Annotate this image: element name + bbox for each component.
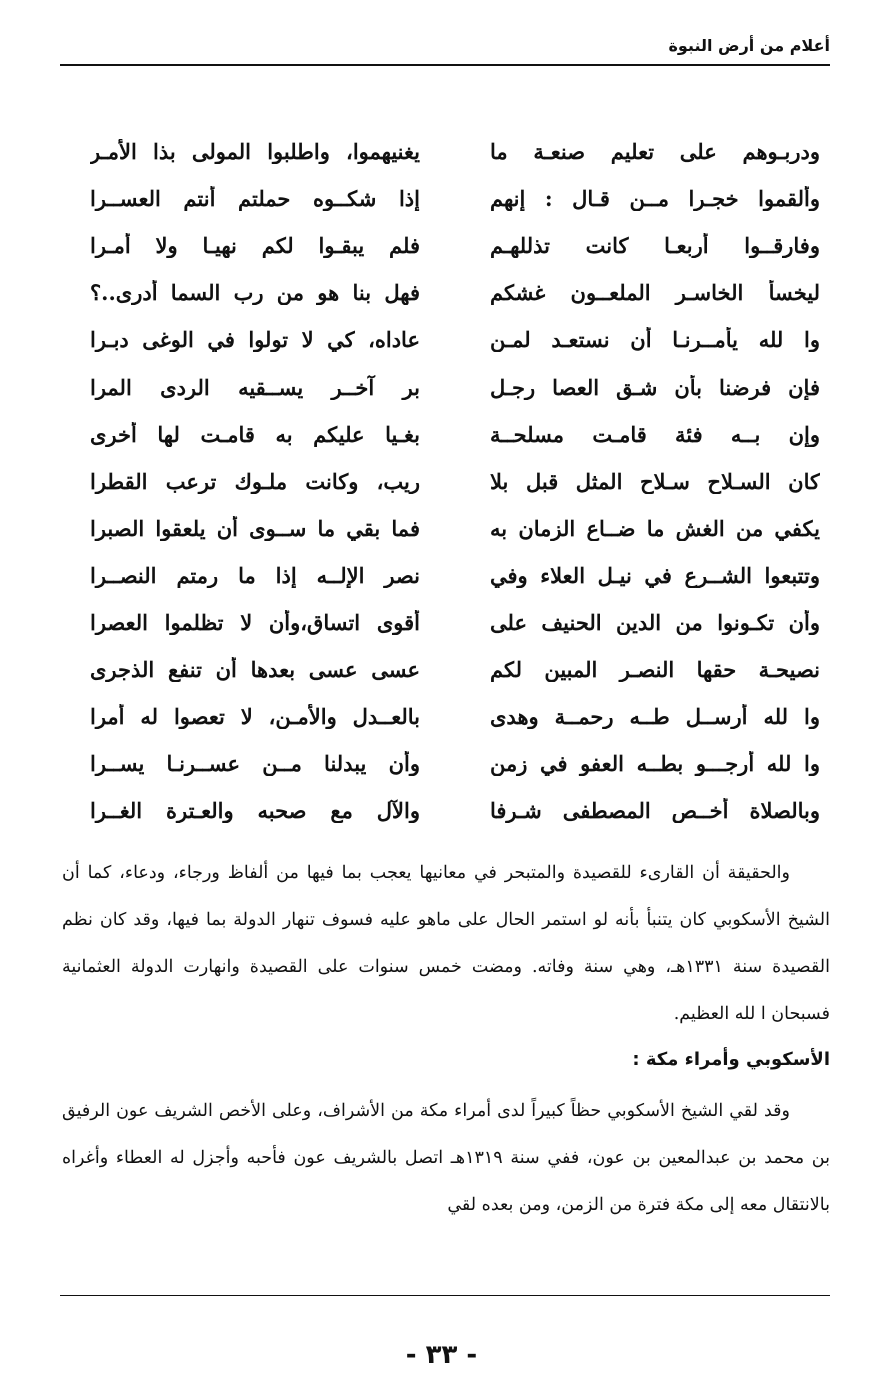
verse-second-hemistich: بالعــدل والأمـن، لا تعصوا له أمرا <box>90 704 420 730</box>
poem-verse <box>90 458 820 505</box>
paragraph-line: الشريف عون الرفيق بن محمد بن عبدالمعين بن عون، ففي سنة ١٣١٩هـ اتصل بالشريف <box>62 1101 830 1168</box>
poem <box>90 128 820 834</box>
paragraph-line: خمس سنوات على القصيدة وانهارت الدولة العثمانية فسبحان ا لله العظيم. <box>62 957 830 1024</box>
poem-verse <box>90 505 820 552</box>
paragraph-line: عون فأحبه وأجزل له العطاء وأغراه بالانتقال معه إلى مكة فترة من الزمن، ومن بعده لقي <box>62 1148 830 1215</box>
paragraph-line: تنهار الدولة بما فيها، وقد كان نظم القصيدة سنة ١٣٣١هـ، وهي سنة وفاته. ومضت <box>62 910 831 977</box>
running-header: أعلام من أرض النبوة <box>668 36 830 55</box>
verse-first-hemistich: وإن بــه فئة قامـت مسلحــة <box>490 421 820 447</box>
verse-first-hemistich: نصيحـة حقها النصـر المبين لكم <box>490 657 820 683</box>
poem-verse <box>90 552 820 599</box>
verse-second-hemistich: أقوى اتساق،وأن لا تظلموا العصرا <box>90 609 420 635</box>
section-heading: الأسكوبي وأمراء مكة : <box>632 1049 830 1070</box>
poem-verse <box>90 740 820 787</box>
poem-verse <box>90 269 820 316</box>
verse-first-hemistich: وأن تكـونوا من الدين الحنيف على <box>490 609 820 635</box>
verse-second-hemistich: عاداه، كي لا تولوا في الوغى دبـرا <box>90 327 420 353</box>
verse-first-hemistich: وألقموا خجـرا مــن قـال : إنهم <box>490 186 820 212</box>
poem-verse <box>90 222 820 269</box>
verse-first-hemistich: فإن فرضنا بأن شـق العصا رجـل <box>490 374 820 400</box>
verse-first-hemistich: ليخسأ الخاسـر الملعــون غشكم <box>490 280 820 306</box>
verse-second-hemistich: وأن يبدلنا مــن عســرنـا يســرا <box>90 751 420 777</box>
verse-second-hemistich: عسى عسى بعدها أن تنفع الذجرى <box>90 657 420 683</box>
verse-first-hemistich: ودربـوهم على تعليم صنعـة ما <box>490 139 820 165</box>
verse-first-hemistich: وفارقــوا أربعـا كانت تذللهـم <box>490 233 820 259</box>
verse-first-hemistich: يكفي من الغش ما ضــاع الزمان به <box>490 515 820 541</box>
verse-second-hemistich: نصر الإلــه إذا ما رمتم النصــرا <box>90 562 420 588</box>
poem-verse <box>90 693 820 740</box>
verse-second-hemistich: فلم يبقـوا لكم نهيـا ولا أمـرا <box>90 233 420 259</box>
verse-first-hemistich: كان السـلاح سـلاح المثل قبل بلا <box>490 468 820 494</box>
verse-first-hemistich: وبالصلاة أخــص المصطفى شـرفا <box>490 798 820 824</box>
poem-verse <box>90 316 820 363</box>
paragraph-line: والحقيقة أن القارىء للقصيدة والمتبحر في معانيها يعجب بما فيها من ألفاظ ورجاء، <box>172 863 790 883</box>
paragraph-1 <box>62 850 830 1038</box>
verse-second-hemistich: بر آخــر يســقيه الردى المرا <box>90 374 420 400</box>
verse-second-hemistich: يغنيهموا، واطلبوا المولى بذا الأمـر <box>90 139 420 165</box>
verse-second-hemistich: بغـيا عليكم به قامـت لها أخرى <box>90 421 420 447</box>
poem-verse <box>90 128 820 175</box>
poem-verse <box>90 175 820 222</box>
page-number: - ٣٣ - <box>405 1340 478 1370</box>
paragraph-2 <box>62 1088 830 1229</box>
header-rule <box>60 64 830 66</box>
poem-verse <box>90 599 820 646</box>
verse-second-hemistich: فهل بنا هو من رب السما أدرى..؟ <box>90 280 420 306</box>
verse-second-hemistich: فما بقي ما ســوى أن يلعقوا الصبرا <box>90 515 420 541</box>
verse-second-hemistich: والآل مع صحبه والعـترة الغــرا <box>90 798 420 824</box>
paragraph-line: ودعاء، كما أن الشيخ الأسكوبي كان يتنبأ بأنه لو استمر الحال على ماهو عليه فسوف <box>62 863 830 930</box>
verse-first-hemistich: وا لله أرســل طــه رحمــة وهدى <box>490 704 820 730</box>
poem-verse <box>90 363 820 410</box>
poem-verse <box>90 411 820 458</box>
poem-verse <box>90 646 820 693</box>
footer-rule <box>60 1295 830 1296</box>
verse-second-hemistich: إذا شكــوه حملتم أنتم العســرا <box>90 186 420 212</box>
verse-first-hemistich: وتتبعوا الشــرع في نيـل العلاء وفي <box>490 562 820 588</box>
verse-second-hemistich: ريب، وكانت ملـوك ترعب القطرا <box>90 468 420 494</box>
paragraph-line: وقد لقي الشيخ الأسكوبي حظاً كبيراً لدى أمراء مكة من الأشراف، وعلى الأخص <box>218 1101 790 1121</box>
verse-first-hemistich: وا لله أرجـــو بطــه العفو في زمن <box>490 751 820 777</box>
poem-verse <box>90 787 820 834</box>
verse-first-hemistich: وا لله يأمــرنـا أن نستعـد لمـن <box>490 327 820 353</box>
